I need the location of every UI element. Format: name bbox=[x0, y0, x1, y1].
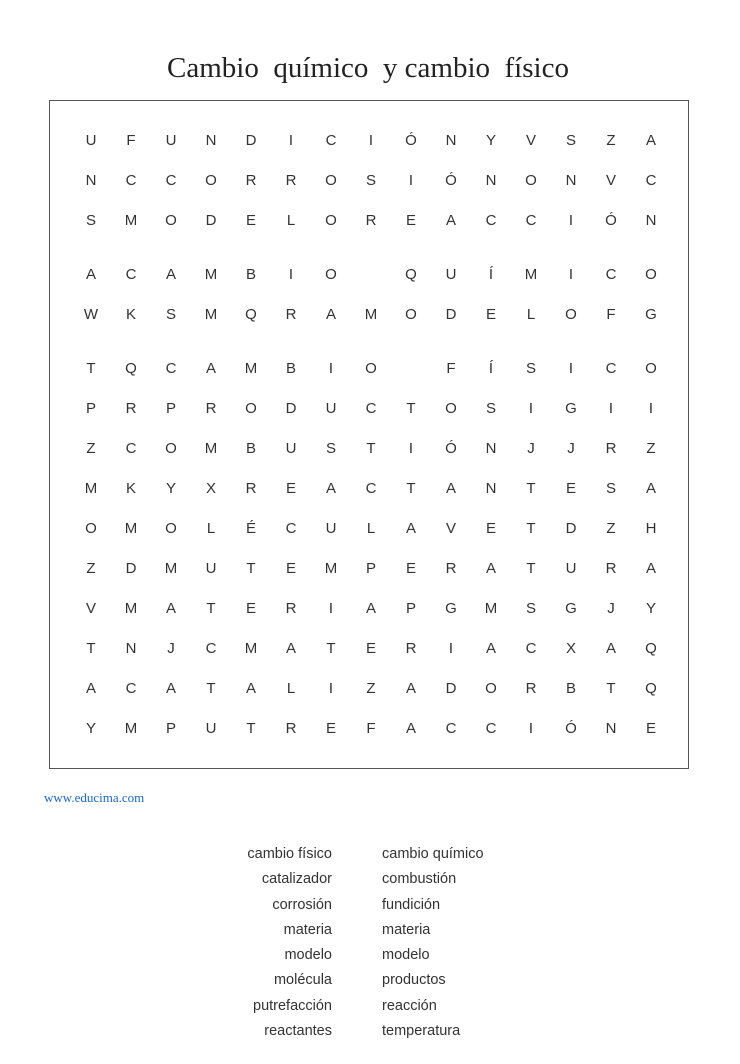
grid-letter[interactable]: A bbox=[165, 266, 176, 283]
grid-letter[interactable]: R bbox=[245, 172, 257, 189]
grid-letter[interactable]: U bbox=[325, 520, 337, 537]
word-list-item: reactantes bbox=[264, 1023, 332, 1040]
word-list-item: cambio químico bbox=[382, 846, 484, 862]
grid-letter[interactable]: D bbox=[245, 132, 257, 149]
grid-letter[interactable]: D bbox=[125, 560, 137, 577]
grid-letter[interactable]: E bbox=[245, 212, 256, 229]
grid-letter[interactable]: M bbox=[124, 520, 138, 537]
grid-letter[interactable]: I bbox=[408, 172, 414, 189]
grid-letter[interactable]: I bbox=[528, 400, 534, 417]
grid-row bbox=[50, 263, 690, 287]
grid-letter[interactable]: V bbox=[445, 520, 456, 537]
grid-letter[interactable]: A bbox=[165, 680, 176, 697]
word-list-item: materia bbox=[283, 921, 332, 938]
grid-letter[interactable]: Ó bbox=[445, 172, 457, 189]
grid-letter[interactable]: O bbox=[205, 172, 217, 189]
grid-letter[interactable]: A bbox=[85, 680, 96, 697]
grid-letter[interactable]: T bbox=[246, 560, 256, 577]
grid-row bbox=[50, 677, 690, 701]
grid-letter[interactable]: A bbox=[445, 212, 456, 229]
grid-letter[interactable]: F bbox=[606, 306, 616, 323]
grid-letter[interactable]: M bbox=[364, 306, 378, 323]
website-link[interactable]: www.educima.com bbox=[44, 790, 145, 805]
grid-letter[interactable]: R bbox=[605, 560, 617, 577]
grid-letter[interactable]: E bbox=[405, 212, 416, 229]
grid-letter[interactable]: A bbox=[485, 560, 496, 577]
grid-letter[interactable]: C bbox=[165, 172, 177, 189]
grid-letter[interactable]: E bbox=[645, 720, 656, 737]
grid-letter[interactable]: T bbox=[526, 480, 536, 497]
grid-letter[interactable]: T bbox=[526, 560, 536, 577]
grid-letter[interactable]: X bbox=[205, 480, 216, 497]
grid-letter[interactable]: J bbox=[567, 440, 575, 457]
grid-letter[interactable]: C bbox=[125, 680, 137, 697]
grid-letter[interactable]: N bbox=[85, 172, 97, 189]
grid-letter[interactable]: H bbox=[645, 520, 657, 537]
grid-letter[interactable]: C bbox=[365, 480, 377, 497]
grid-letter[interactable]: R bbox=[245, 480, 257, 497]
word-list-item: productos bbox=[382, 972, 446, 989]
grid-letter[interactable]: A bbox=[605, 640, 616, 657]
grid-row bbox=[50, 397, 690, 421]
grid-letter[interactable]: Q bbox=[645, 640, 657, 657]
grid-letter[interactable]: Ó bbox=[605, 212, 617, 229]
grid-letter[interactable]: J bbox=[527, 440, 535, 457]
grid-letter[interactable]: C bbox=[165, 360, 177, 377]
grid-letter[interactable]: U bbox=[445, 266, 457, 283]
word-list-item: modelo bbox=[382, 947, 430, 964]
grid-letter[interactable]: T bbox=[246, 720, 256, 737]
grid-letter[interactable]: K bbox=[125, 480, 136, 497]
grid-letter[interactable]: Z bbox=[606, 132, 616, 149]
grid-letter[interactable]: T bbox=[606, 680, 616, 697]
grid-letter[interactable]: A bbox=[165, 600, 176, 617]
grid-letter[interactable]: C bbox=[365, 400, 377, 417]
word-list-item: reacción bbox=[382, 997, 437, 1014]
grid-letter[interactable]: U bbox=[205, 560, 217, 577]
grid-row bbox=[50, 303, 690, 327]
grid-letter[interactable]: R bbox=[525, 680, 537, 697]
grid-letter[interactable]: C bbox=[125, 172, 137, 189]
grid-letter[interactable]: M bbox=[84, 480, 98, 497]
grid-letter[interactable]: I bbox=[568, 360, 574, 377]
grid-letter[interactable]: C bbox=[605, 266, 617, 283]
grid-letter[interactable]: A bbox=[285, 640, 296, 657]
grid-letter[interactable]: M bbox=[124, 720, 138, 737]
grid-letter[interactable]: O bbox=[325, 212, 337, 229]
grid-letter[interactable]: E bbox=[565, 480, 576, 497]
grid-letter[interactable]: Z bbox=[86, 440, 96, 457]
grid-letter[interactable]: T bbox=[526, 520, 536, 537]
grid-letter[interactable]: O bbox=[365, 360, 377, 377]
grid-letter[interactable]: L bbox=[526, 306, 536, 323]
grid-letter[interactable]: R bbox=[285, 172, 297, 189]
word-list-item: corrosión bbox=[272, 896, 332, 913]
grid-letter[interactable]: N bbox=[485, 480, 497, 497]
grid-letter[interactable]: I bbox=[608, 400, 614, 417]
word-search-grid bbox=[49, 100, 689, 769]
grid-letter[interactable]: A bbox=[365, 600, 376, 617]
grid-letter[interactable]: S bbox=[165, 306, 176, 323]
grid-letter[interactable]: O bbox=[645, 360, 657, 377]
grid-letter[interactable]: C bbox=[445, 720, 457, 737]
grid-row bbox=[50, 517, 690, 541]
grid-letter[interactable]: N bbox=[565, 172, 577, 189]
grid-letter[interactable]: X bbox=[565, 640, 576, 657]
grid-letter[interactable]: C bbox=[125, 440, 137, 457]
grid-letter[interactable]: D bbox=[285, 400, 297, 417]
grid-letter[interactable]: G bbox=[565, 600, 577, 617]
grid-letter[interactable]: I bbox=[328, 600, 334, 617]
grid-letter[interactable]: Ó bbox=[405, 132, 417, 149]
grid-letter[interactable]: G bbox=[445, 600, 457, 617]
grid-letter[interactable]: I bbox=[528, 720, 534, 737]
grid-letter[interactable]: M bbox=[524, 266, 538, 283]
grid-letter[interactable]: I bbox=[648, 400, 654, 417]
grid-letter[interactable]: R bbox=[445, 560, 457, 577]
grid-letter[interactable]: M bbox=[164, 560, 178, 577]
grid-letter[interactable]: A bbox=[645, 480, 656, 497]
grid-letter[interactable]: T bbox=[206, 680, 216, 697]
grid-letter[interactable]: Z bbox=[86, 560, 96, 577]
grid-row bbox=[50, 209, 690, 233]
grid-letter[interactable]: Q bbox=[645, 680, 657, 697]
grid-letter[interactable]: B bbox=[245, 266, 256, 283]
grid-letter[interactable]: I bbox=[328, 680, 334, 697]
grid-letter[interactable]: O bbox=[245, 400, 257, 417]
grid-letter[interactable]: Y bbox=[645, 600, 656, 617]
grid-letter[interactable]: Ó bbox=[565, 720, 577, 737]
grid-letter[interactable]: S bbox=[565, 132, 576, 149]
grid-letter[interactable]: I bbox=[288, 132, 294, 149]
grid-letter[interactable]: E bbox=[405, 560, 416, 577]
grid-letter[interactable]: Y bbox=[85, 720, 96, 737]
grid-letter[interactable]: O bbox=[85, 520, 97, 537]
puzzle-title: Cambio químico y cambio físico bbox=[167, 52, 569, 84]
grid-letter[interactable]: S bbox=[525, 600, 536, 617]
grid-letter[interactable]: S bbox=[325, 440, 336, 457]
grid-letter[interactable]: F bbox=[126, 132, 136, 149]
grid-letter[interactable]: P bbox=[165, 400, 176, 417]
grid-letter[interactable]: T bbox=[406, 400, 416, 417]
grid-letter[interactable]: É bbox=[245, 520, 256, 537]
grid-letter[interactable]: Q bbox=[405, 266, 417, 283]
grid-letter[interactable]: C bbox=[485, 212, 497, 229]
grid-letter[interactable]: I bbox=[408, 440, 414, 457]
word-list-left bbox=[152, 842, 332, 1044]
grid-letter[interactable]: I bbox=[328, 360, 334, 377]
word-list-item: combustión bbox=[382, 871, 457, 888]
grid-letter[interactable]: Y bbox=[485, 132, 496, 149]
grid-letter[interactable]: S bbox=[525, 360, 536, 377]
grid-letter[interactable]: P bbox=[365, 560, 376, 577]
grid-letter[interactable]: R bbox=[125, 400, 137, 417]
grid-row bbox=[50, 477, 690, 501]
grid-letter[interactable]: Í bbox=[488, 266, 494, 283]
grid-letter[interactable] bbox=[398, 357, 424, 381]
grid-letter[interactable]: A bbox=[645, 560, 656, 577]
word-list-item: fundición bbox=[382, 896, 441, 913]
grid-letter[interactable]: I bbox=[368, 132, 374, 149]
grid-letter[interactable]: V bbox=[605, 172, 616, 189]
grid-letter[interactable]: O bbox=[165, 520, 177, 537]
word-list-item: modelo bbox=[284, 947, 332, 964]
grid-letter[interactable]: L bbox=[366, 520, 376, 537]
grid-letter[interactable] bbox=[358, 263, 384, 287]
grid-letter[interactable]: R bbox=[365, 212, 377, 229]
grid-letter[interactable]: E bbox=[285, 480, 296, 497]
grid-letter[interactable]: P bbox=[165, 720, 176, 737]
grid-letter[interactable]: N bbox=[205, 132, 217, 149]
grid-row bbox=[50, 717, 690, 741]
grid-letter[interactable]: P bbox=[405, 600, 416, 617]
grid-letter[interactable]: M bbox=[204, 306, 218, 323]
grid-letter[interactable]: E bbox=[485, 520, 496, 537]
grid-letter[interactable]: A bbox=[405, 520, 416, 537]
grid-letter[interactable]: A bbox=[485, 640, 496, 657]
grid-letter[interactable]: V bbox=[525, 132, 536, 149]
grid-letter[interactable]: R bbox=[285, 720, 297, 737]
grid-row bbox=[50, 169, 690, 193]
grid-letter[interactable]: A bbox=[445, 480, 456, 497]
word-list-item: materia bbox=[382, 921, 431, 938]
grid-letter[interactable]: B bbox=[245, 440, 256, 457]
grid-letter[interactable]: O bbox=[325, 172, 337, 189]
grid-letter[interactable]: U bbox=[165, 132, 177, 149]
grid-letter[interactable]: U bbox=[85, 132, 97, 149]
grid-letter[interactable]: U bbox=[205, 720, 217, 737]
grid-letter[interactable]: W bbox=[83, 306, 99, 323]
grid-letter[interactable]: A bbox=[245, 680, 256, 697]
grid-letter[interactable]: G bbox=[565, 400, 577, 417]
grid-row bbox=[50, 557, 690, 581]
grid-letter[interactable]: C bbox=[485, 720, 497, 737]
grid-letter[interactable]: N bbox=[445, 132, 457, 149]
grid-letter[interactable]: A bbox=[405, 720, 416, 737]
grid-letter[interactable]: S bbox=[485, 400, 496, 417]
grid-letter[interactable]: C bbox=[525, 212, 537, 229]
grid-letter[interactable]: R bbox=[205, 400, 217, 417]
word-list-right bbox=[382, 842, 582, 1044]
grid-letter[interactable]: R bbox=[405, 640, 417, 657]
grid-letter[interactable]: P bbox=[85, 400, 96, 417]
grid-letter[interactable]: I bbox=[448, 640, 454, 657]
grid-letter[interactable]: E bbox=[245, 600, 256, 617]
grid-letter[interactable]: G bbox=[645, 306, 657, 323]
grid-letter[interactable]: E bbox=[285, 560, 296, 577]
grid-letter[interactable]: S bbox=[365, 172, 376, 189]
grid-letter[interactable]: Í bbox=[488, 360, 494, 377]
grid-letter[interactable]: Z bbox=[606, 520, 616, 537]
grid-letter[interactable]: C bbox=[645, 172, 657, 189]
grid-letter[interactable]: O bbox=[525, 172, 537, 189]
grid-letter[interactable]: M bbox=[244, 640, 258, 657]
grid-row bbox=[50, 129, 690, 153]
grid-letter[interactable]: Z bbox=[646, 440, 656, 457]
grid-letter[interactable]: M bbox=[484, 600, 498, 617]
grid-letter[interactable]: L bbox=[286, 680, 296, 697]
grid-letter[interactable]: L bbox=[286, 212, 296, 229]
grid-letter[interactable]: J bbox=[167, 640, 175, 657]
grid-letter[interactable]: Ó bbox=[445, 440, 457, 457]
grid-letter[interactable]: T bbox=[406, 480, 416, 497]
grid-letter[interactable]: O bbox=[485, 680, 497, 697]
grid-letter[interactable]: C bbox=[285, 520, 297, 537]
grid-letter[interactable]: F bbox=[446, 360, 456, 377]
grid-letter[interactable]: O bbox=[645, 266, 657, 283]
grid-letter[interactable]: C bbox=[325, 132, 337, 149]
grid-letter[interactable]: I bbox=[568, 266, 574, 283]
grid-letter[interactable]: T bbox=[206, 600, 216, 617]
grid-letter[interactable]: A bbox=[405, 680, 416, 697]
grid-letter[interactable]: T bbox=[326, 640, 336, 657]
grid-letter[interactable]: E bbox=[365, 640, 376, 657]
grid-letter[interactable]: N bbox=[485, 172, 497, 189]
grid-letter[interactable]: C bbox=[605, 360, 617, 377]
grid-letter[interactable]: T bbox=[86, 640, 96, 657]
grid-letter[interactable]: E bbox=[325, 720, 336, 737]
grid-letter[interactable]: Q bbox=[245, 306, 257, 323]
word-list-item: cambio físico bbox=[247, 846, 332, 862]
word-list-item: temperatura bbox=[382, 1023, 461, 1040]
grid-letter[interactable]: N bbox=[125, 640, 137, 657]
grid-letter[interactable]: R bbox=[285, 306, 297, 323]
grid-letter[interactable]: M bbox=[204, 266, 218, 283]
grid-letter[interactable]: M bbox=[324, 560, 338, 577]
grid-letter[interactable]: U bbox=[565, 560, 577, 577]
grid-letter[interactable]: U bbox=[285, 440, 297, 457]
grid-letter[interactable]: S bbox=[85, 212, 96, 229]
word-list-item: molécula bbox=[273, 972, 332, 989]
grid-letter[interactable]: J bbox=[607, 600, 615, 617]
grid-letter[interactable]: O bbox=[445, 400, 457, 417]
grid-letter[interactable]: A bbox=[645, 132, 656, 149]
grid-row bbox=[50, 357, 690, 381]
grid-letter[interactable]: M bbox=[124, 600, 138, 617]
grid-row bbox=[50, 637, 690, 661]
grid-row bbox=[50, 597, 690, 621]
grid-letter[interactable]: Y bbox=[165, 480, 176, 497]
grid-letter[interactable]: V bbox=[85, 600, 96, 617]
grid-letter[interactable]: N bbox=[645, 212, 657, 229]
grid-letter[interactable]: S bbox=[605, 480, 616, 497]
grid-letter[interactable]: C bbox=[205, 640, 217, 657]
grid-letter[interactable]: D bbox=[565, 520, 577, 537]
grid-letter[interactable]: R bbox=[285, 600, 297, 617]
word-list-item: catalizador bbox=[261, 871, 332, 888]
grid-letter[interactable]: M bbox=[244, 360, 258, 377]
grid-letter[interactable]: R bbox=[605, 440, 617, 457]
grid-letter[interactable]: C bbox=[525, 640, 537, 657]
grid-letter[interactable]: A bbox=[85, 266, 96, 283]
grid-letter[interactable]: O bbox=[405, 306, 417, 323]
grid-letter[interactable]: I bbox=[568, 212, 574, 229]
grid-letter[interactable]: D bbox=[445, 306, 457, 323]
grid-letter[interactable]: E bbox=[485, 306, 496, 323]
grid-letter[interactable]: A bbox=[205, 360, 216, 377]
word-list-item: putrefacción bbox=[253, 997, 332, 1014]
grid-letter[interactable]: A bbox=[325, 480, 336, 497]
grid-letter[interactable]: D bbox=[445, 680, 457, 697]
grid-letter[interactable]: N bbox=[605, 720, 617, 737]
grid-letter[interactable]: T bbox=[366, 440, 376, 457]
grid-letter[interactable]: T bbox=[86, 360, 96, 377]
grid-letter[interactable]: M bbox=[204, 440, 218, 457]
grid-letter[interactable]: A bbox=[325, 306, 336, 323]
grid-letter[interactable]: O bbox=[165, 212, 177, 229]
grid-letter[interactable]: K bbox=[125, 306, 136, 323]
grid-letter[interactable]: N bbox=[485, 440, 497, 457]
grid-row bbox=[50, 437, 690, 461]
grid-letter[interactable]: O bbox=[565, 306, 577, 323]
grid-letter[interactable]: Z bbox=[366, 680, 376, 697]
grid-letter[interactable]: B bbox=[285, 360, 296, 377]
grid-letter[interactable]: C bbox=[125, 266, 137, 283]
grid-letter[interactable]: M bbox=[124, 212, 138, 229]
grid-letter[interactable]: D bbox=[205, 212, 217, 229]
grid-letter[interactable]: B bbox=[565, 680, 576, 697]
grid-letter[interactable]: U bbox=[325, 400, 337, 417]
grid-letter[interactable]: I bbox=[288, 266, 294, 283]
grid-letter[interactable]: O bbox=[325, 266, 337, 283]
grid-letter[interactable]: L bbox=[206, 520, 216, 537]
grid-letter[interactable]: F bbox=[366, 720, 376, 737]
grid-letter[interactable]: Q bbox=[125, 360, 137, 377]
grid-letter[interactable]: O bbox=[165, 440, 177, 457]
